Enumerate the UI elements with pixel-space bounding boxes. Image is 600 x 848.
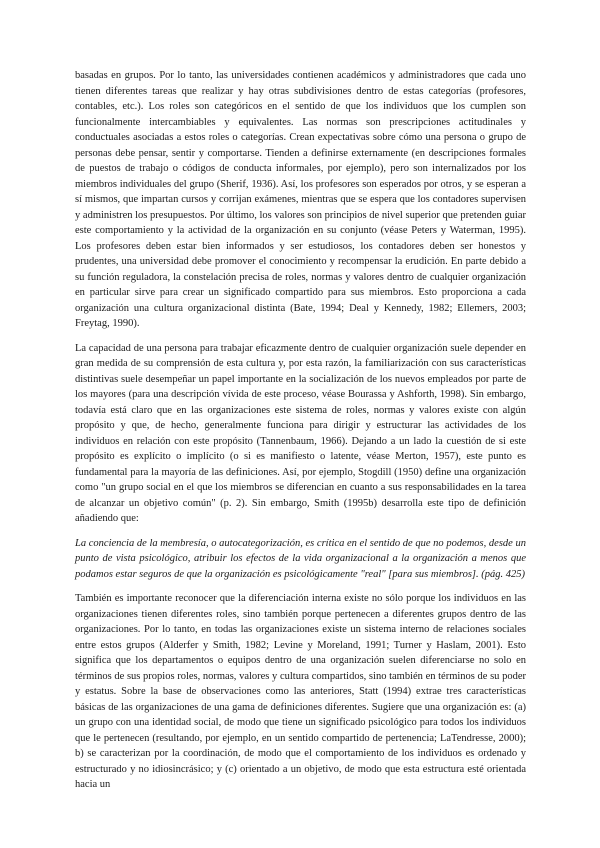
body-paragraph-1: basadas en grupos. Por lo tanto, las universidades contienen académicos y administradores que cada uno tienen diferentes tareas que realizar y hay otras subdivisiones dentro de estas categorías (profesores, contables, etc.). Los roles son categóricos en el sentido de que los individuos que los cumplen son funcionalmente intercambiables y equivalentes. Las normas son prescripciones actitudinales y conductuales asociadas a estos roles o categorías. Crean expectativas sobre cómo una persona o grupo de personas debe pensar, sentir y comportarse. Tienden a definirse externamente (en descripciones formales de puestos de trabajo o códigos de conducta informales, por ejemplo), pero son internalizados por los miembros individuales del grupo (Sherif, 1936). Así, los profesores son esperados por otros, y se esperan a sí mismos, que impartan cursos y corrijan exámenes, mientras que se espera que los contadores supervisen y administren los presupuestos. Por último, los valores son principios de nivel superior que pretenden guiar este comportamiento y la actividad de la organización en su conjunto (véase Peters y Waterman, 1995). Los profesores deben estar bien informados y ser estudiosos, los contadores deben ser honestos y prudentes, una universidad debe promover el conocimiento y recompensar la erudición. En parte debido a su función reguladora, la constelación precisa de roles, normas y valores dentro de cualquier organización en particular sirve para crear un significado compartido para sus miembros. Esto proporciona a cada organización una cultura organizacional distinta (Bate, 1994; Deal y Kennedy, 1982; Ellemers, 2003; Freytag, 1990). [75, 70, 526, 329]
block-quote: La conciencia de la membresía, o autocategorización, es crítica en el sentido de que no podemos, desde un punto de vista psicológico, atribuir los efectos de la vida organizacional a la organización a menos que podamos estar seguros de que la organización es psicológicamente "real" [para sus miembros]. (pág. 425) [75, 537, 526, 580]
body-paragraph-3: También es importante reconocer que la diferenciación interna existe no sólo porque los individuos en las organizaciones tienen diferentes roles, sino también porque pertenecen a diferentes grupos dentro de las organizaciones. Por lo tanto, en todas las organizaciones existe un sistema interno de relaciones sociales entre estos grupos (Alderfer y Smith, 1982; Levine y Moreland, 1991; Turner y Haslam, 2001). Esto significa que los departamentos o equipos dentro de una organización suelen diferenciarse no solo en términos de sus propios roles, normas, valores y cultura compartidos, sino también en términos de su poder y estatus. Sobre la base de observaciones como las anteriores, Statt (1994) extrae tres características básicas de las organizaciones de una gama de definiciones diferentes. Sugiere que una organización es: (a) un grupo con una identidad social, de modo que tiene un significado psicológico para todos los individuos que le pertenecen (resultando, por ejemplo, en un sentido compartido de pertenencia; LaTendresse, 2000); b) se caracterizan por la coordinación, de modo que el comportamiento de los individuos es ordenado y estructurado y no idiosincrásico; y (c) orientado a un objetivo, de modo que esta estructura esté orientada hacia un [75, 593, 526, 790]
document-page [75, 68, 526, 793]
body-paragraph-2: La capacidad de una persona para trabajar eficazmente dentro de cualquier organización suele depender en gran medida de su comprensión de esta cultura y, por esta razón, la familiarización con sus características distintivas suele desempeñar un papel importante en la socialización de los nuevos empleados por parte de los mayores (para una descripción vívida de este proceso, véase Bourassa y Ashforth, 1998). Sin embargo, todavía está claro que en las organizaciones este sistema de roles, normas y valores existe con algún propósito y que, de hecho, generalmente funciona para dirigir y estructurar las actividades de los individuos en relación con este propósito (Tannenbaum, 1966). Dejando a un lado la cuestión de si este propósito es explícito o implícito (o si es manifiesto o latente, véase Merton, 1957), este punto es fundamental para la mayoría de las definiciones. Así, por ejemplo, Stogdill (1950) define una organización como "un grupo social en el que los miembros se diferencian en cuanto a sus responsabilidades en la tarea de alcanzar un objetivo común" (p. 2). Sin embargo, Smith (1995b) desarrolla este tipo de definición añadiendo que: [75, 342, 526, 524]
